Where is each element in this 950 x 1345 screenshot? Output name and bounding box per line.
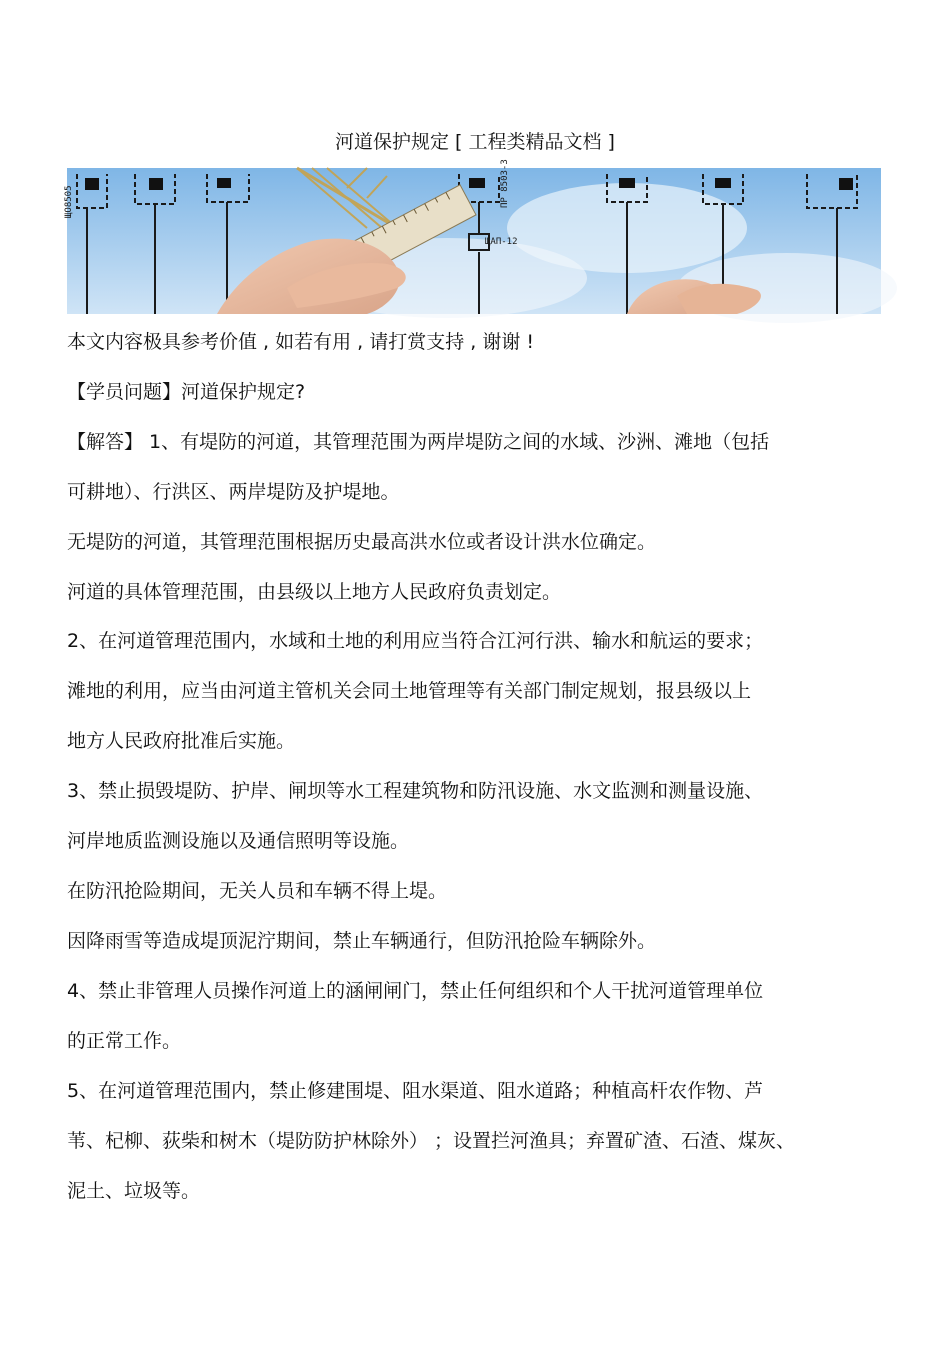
paragraph-line: 3、禁止损毁堤防、护岸、闸坝等水工程建筑物和防汛设施、水文监测和测量设施、: [67, 780, 764, 802]
paragraph-line: 4、禁止非管理人员操作河道上的涵闸闸门，禁止任何组织和个人干扰河道管理单位: [67, 980, 764, 1002]
paragraph-line: 【学员问题】河道保护规定?: [67, 381, 306, 403]
paragraph-line: 滩地的利用，应当由河道主管机关会同土地管理等有关部门制定规划，报县级以上: [67, 680, 752, 702]
banner-label-sho: ЩО8505: [64, 185, 74, 218]
paragraph-line: 河岸地质监测设施以及通信照明等设施。: [67, 830, 410, 852]
paragraph-line: 因降雨雪等造成堤顶泥泞期间，禁止车辆通行，但防汛抢险车辆除外。: [67, 930, 657, 952]
paragraph-line: 泥土、垃圾等。: [67, 1180, 201, 1202]
paragraph-line: 河道的具体管理范围，由县级以上地方人民政府负责划定。: [67, 581, 562, 603]
paragraph-line: 地方人民政府批准后实施。: [67, 730, 296, 752]
paragraph-line: 可耕地）、行洪区、两岸堤防及护堤地。: [67, 481, 400, 503]
paragraph-line: 的正常工作。: [67, 1030, 182, 1052]
banner-image: [64, 159, 881, 314]
paragraph-line: 在防汛抢险期间，无关人员和车辆不得上堤。: [67, 880, 448, 902]
paragraph-line: 5、在河道管理范围内，禁止修建围堤、阻水渠道、阻水道路；种植高杆农作物、芦: [67, 1080, 764, 1102]
paragraph-line: 苇、杞柳、荻柴和树木（堤防防护林除外） ；设置拦河渔具；弃置矿渣、石渣、煤灰、: [67, 1130, 796, 1152]
banner-label-pr: ПР 8503-3: [500, 159, 510, 208]
paragraph-line: 2、在河道管理范围内，水域和土地的利用应当符合江河行洪、输水和航运的要求；: [67, 630, 764, 652]
paragraph-line: 【解答】 1、有堤防的河道，其管理范围为两岸堤防之间的水域、沙洲、滩地（包括: [67, 431, 770, 453]
paragraph-line: 无堤防的河道，其管理范围根据历史最高洪水位或者设计洪水位确定。: [67, 531, 657, 553]
banner-label-shap: ЩАП-12: [485, 237, 518, 247]
paragraph-line: 本文内容极具参考价值 , 如若有用 , 请打赏支持 , 谢谢 !: [67, 331, 535, 353]
document-title: 河道保护规定 [ 工程类精品文档 ]: [335, 131, 615, 153]
